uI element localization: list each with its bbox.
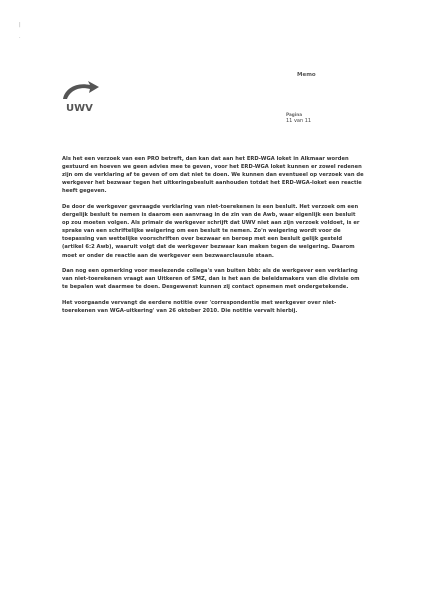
scan-mark-top: | — [19, 22, 21, 28]
paragraph: Dan nog een opmerking voor meelezende collega's van buiten bbb: als de werkgever een verklaring van niet-toerekenen vraagt aan Uitkeren of SMZ, dan is het aan de beleidsmakers van die divisie om te bepalen wat daarmee te doen. Desgewenst kunnen zij contact opnemen met ondergetekende. — [62, 268, 360, 291]
uwv-logo-icon — [57, 79, 101, 115]
paragraph: Als het een verzoek van een PRO betreft, dan kan dat aan het ERD-WGA loket in Alkmaar worden gestuurd en hoeven we geen advies mee te geven, voor het ERD-WGA loket kunnen er zowel redenen zijn om de verklaring af te geven of om dat niet te doen. We kunnen dan eventueel op verzoek van de werkgever het bezwaar tegen het uitkeringsbesluit aanhouden totdat het ERD-WGA-loket een reactie heeft gegeven. — [62, 156, 364, 195]
page-label: Pagina — [286, 112, 303, 117]
svg-text:UWV: UWV — [66, 103, 93, 114]
scan-mark-bottom: · — [19, 35, 21, 41]
page-number: 11 van 11 — [286, 118, 312, 124]
paragraph: De door de werkgever gevraagde verklaring van niet-toerekenen is een besluit. Het verzoek om een dergelijk besluit te nemen is daarom een aanvraag in de zin van de Awb, waar eigenlijk een besluit op zou moeten volgen. Als primair de werkgever schrijft dat UWV niet aan zijn verzoek voldoet, is er sprake van een schriftelijke weigering om een besluit te nemen. Zo'n weigering wordt voor de toepassing van wettelijke voorschriften over bezwaar en beroep met een besluit gelijk gesteld (artikel 6:2 Awb), waaruit volgt dat de werkgever bezwaar kan maken tegen de weigering. Daarom moet er onder de reactie aan de werkgever een bezwaarclausule staan. — [62, 203, 360, 259]
memo-label: Memo — [297, 72, 316, 78]
paragraph: Het voorgaande vervangt de eerdere notitie over 'correspondentie met werkgever over niet-toerekenen van WGA-uitkering' van 26 oktober 2010. Die notitie vervalt hierbij. — [62, 299, 337, 314]
memo-body — [62, 155, 364, 323]
